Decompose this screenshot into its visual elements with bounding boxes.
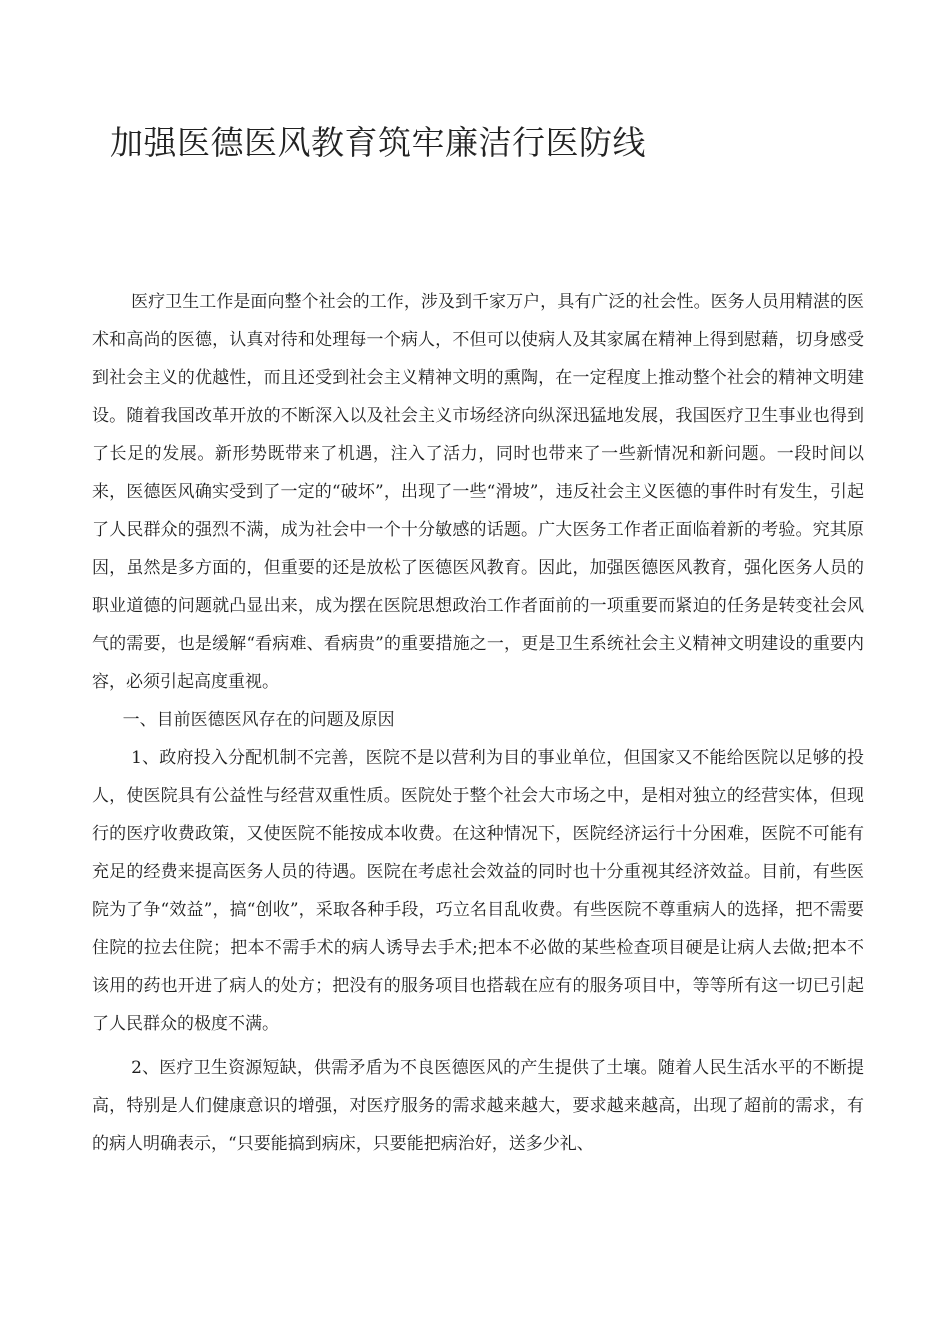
point-2-paragraph: 2、医疗卫生资源短缺，供需矛盾为不良医德医风的产生提供了土壤。随着人民生活水平的不断提高，特别是人们健康意识的增强，对医疗服务的需求越来越大，要求越来越高，出现了超前的需求，有的病人明确表示，“只要能搞到病床，只要能把病治好，送多少礼、 [92, 1058, 864, 1154]
document-body [92, 283, 864, 1163]
intro-paragraph: 医疗卫生工作是面向整个社会的工作，涉及到千家万户，具有广泛的社会性。医务人员用精湛的医术和高尚的医德，认真对待和处理每一个病人，不但可以使病人及其家属在精神上得到慰藉，切身感受到社会主义的优越性，而且还受到社会主义精神文明的熏陶，在一定程度上推动整个社会的精神文明建设。随着我国改革开放的不断深入以及社会主义市场经济向纵深迅猛地发展，我国医疗卫生事业也得到了长足的发展。新形势既带来了机遇，注入了活力，同时也带来了一些新情况和新问题。一段时间以来，医德医风确实受到了一定的“破坏”，出现了一些“滑坡”，违反社会主义医德的事件时有发生，引起了人民群众的强烈不满，成为社会中一个十分敏感的话题。广大医务工作者正面临着新的考验。究其原因，虽然是多方面的，但重要的还是放松了医德医风教育。因此，加强医德医风教育，强化医务人员的职业道德的问题就凸显出来，成为摆在医院思想政治工作者面前的一项重要而紧迫的任务是转变社会风气的需要，也是缓解“看病难、看病贵”的重要措施之一，更是卫生系统社会主义精神文明建设的重要内容，必须引起高度重视。 [92, 292, 864, 692]
point-1-paragraph: 1、政府投入分配机制不完善，医院不是以营利为目的事业单位，但国家又不能给医院以足够的投人，使医院具有公益性与经营双重性质。医院处于整个社会大市场之中，是相对独立的经营实体，但现行的医疗收费政策，又使医院不能按成本收费。在这种情况下，医院经济运行十分困难，医院不可能有充足的经费来提高医务人员的待遇。医院在考虑社会效益的同时也十分重视其经济效益。目前，有些医院为了争“效益”，搞“创收”，采取各种手段，巧立名目乱收费。有些医院不尊重病人的选择，把不需要住院的拉去住院；把本不需手术的病人诱导去手术;把本不必做的某些检查项目硬是让病人去做;把本不该用的药也开进了病人的处方；把没有的服务项目也搭载在应有的服务项目中，等等所有这一切已引起了人民群众的极度不满。 [92, 748, 864, 1034]
document-title: 加强医德医风教育筑牢廉洁行医防线 [110, 123, 646, 162]
section-heading-1: 一、目前医德医风存在的问题及原因 [122, 710, 395, 730]
